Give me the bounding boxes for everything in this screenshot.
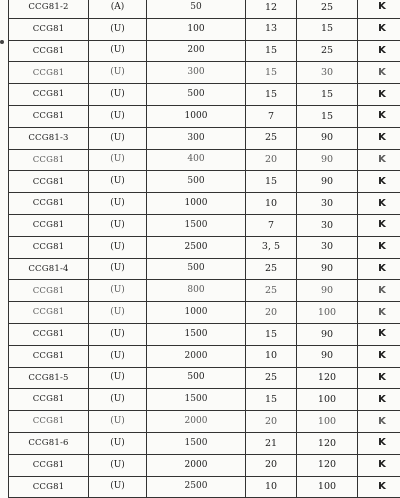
rating-b-cell: 90 xyxy=(297,323,358,345)
tolerance-cell: K xyxy=(358,18,400,40)
rating-a-cell: 3, 5 xyxy=(246,236,297,258)
type-cell: (U) xyxy=(89,84,147,106)
rating-b-cell: 15 xyxy=(297,105,358,127)
rating-b-cell: 15 xyxy=(297,84,358,106)
rating-a-cell: 12 xyxy=(246,0,297,18)
rating-b-cell: 25 xyxy=(297,0,358,18)
model-cell: CCG81 xyxy=(9,84,89,106)
tolerance-cell: K xyxy=(358,454,400,476)
type-cell: (U) xyxy=(89,476,147,498)
value-cell: 2000 xyxy=(147,411,246,433)
rating-b-cell: 100 xyxy=(297,302,358,324)
table-row xyxy=(9,411,400,433)
table-row xyxy=(9,280,400,302)
type-cell: (U) xyxy=(89,432,147,454)
rating-b-cell: 30 xyxy=(297,214,358,236)
table-row xyxy=(9,18,400,40)
rating-b-cell: 90 xyxy=(297,149,358,171)
value-cell: 1500 xyxy=(147,432,246,454)
value-cell: 1000 xyxy=(147,193,246,215)
value-cell: 1000 xyxy=(147,302,246,324)
model-cell: CCG81 xyxy=(9,193,89,215)
table-row xyxy=(9,389,400,411)
type-cell: (U) xyxy=(89,62,147,84)
rating-a-cell: 10 xyxy=(246,193,297,215)
tolerance-cell: K xyxy=(358,127,400,149)
rating-a-cell: 21 xyxy=(246,432,297,454)
table-row xyxy=(9,302,400,324)
type-cell: (U) xyxy=(89,105,147,127)
model-cell: CCG81 xyxy=(9,411,89,433)
tolerance-cell: K xyxy=(358,214,400,236)
rating-b-cell: 30 xyxy=(297,193,358,215)
model-cell: CCG81 xyxy=(9,105,89,127)
table-row xyxy=(9,214,400,236)
tolerance-cell: K xyxy=(358,476,400,498)
value-cell: 500 xyxy=(147,171,246,193)
model-cell: CCG81-4 xyxy=(9,258,89,280)
rating-b-cell: 25 xyxy=(297,40,358,62)
value-cell: 50 xyxy=(147,0,246,18)
value-cell: 800 xyxy=(147,280,246,302)
rating-b-cell: 90 xyxy=(297,345,358,367)
tolerance-cell: K xyxy=(358,236,400,258)
type-cell: (U) xyxy=(89,193,147,215)
type-cell: (U) xyxy=(89,302,147,324)
rating-a-cell: 15 xyxy=(246,40,297,62)
type-cell: (U) xyxy=(89,236,147,258)
tolerance-cell: K xyxy=(358,149,400,171)
rating-a-cell: 25 xyxy=(246,258,297,280)
rating-b-cell: 90 xyxy=(297,280,358,302)
rating-b-cell: 100 xyxy=(297,411,358,433)
value-cell: 1000 xyxy=(147,105,246,127)
value-cell: 2500 xyxy=(147,476,246,498)
tolerance-cell: K xyxy=(358,323,400,345)
table-row xyxy=(9,40,400,62)
table-row xyxy=(9,454,400,476)
type-cell: (U) xyxy=(89,18,147,40)
tolerance-cell: K xyxy=(358,389,400,411)
table-row xyxy=(9,193,400,215)
rating-a-cell: 10 xyxy=(246,345,297,367)
tolerance-cell: K xyxy=(358,280,400,302)
model-cell: CCG81 xyxy=(9,323,89,345)
type-cell: (U) xyxy=(89,127,147,149)
tolerance-cell: K xyxy=(358,40,400,62)
type-cell: (U) xyxy=(89,367,147,389)
rating-a-cell: 15 xyxy=(246,323,297,345)
rating-a-cell: 15 xyxy=(246,84,297,106)
type-cell: (U) xyxy=(89,323,147,345)
rating-b-cell: 100 xyxy=(297,389,358,411)
model-cell: CCG81 xyxy=(9,18,89,40)
rating-b-cell: 120 xyxy=(297,367,358,389)
rating-b-cell: 90 xyxy=(297,127,358,149)
value-cell: 100 xyxy=(147,18,246,40)
model-cell: CCG81 xyxy=(9,171,89,193)
rating-a-cell: 15 xyxy=(246,171,297,193)
type-cell: (U) xyxy=(89,280,147,302)
value-cell: 400 xyxy=(147,149,246,171)
rating-b-cell: 100 xyxy=(297,476,358,498)
model-cell: CCG81 xyxy=(9,345,89,367)
tolerance-cell: K xyxy=(358,367,400,389)
type-cell: (U) xyxy=(89,40,147,62)
type-cell: (U) xyxy=(89,149,147,171)
type-cell: (A) xyxy=(89,0,147,18)
table-body xyxy=(9,0,400,498)
model-cell: CCG81 xyxy=(9,302,89,324)
table-row xyxy=(9,127,400,149)
rating-a-cell: 20 xyxy=(246,149,297,171)
model-cell: CCG81 xyxy=(9,280,89,302)
value-cell: 200 xyxy=(147,40,246,62)
value-cell: 2500 xyxy=(147,236,246,258)
rating-a-cell: 15 xyxy=(246,62,297,84)
value-cell: 1500 xyxy=(147,389,246,411)
type-cell: (U) xyxy=(89,411,147,433)
rating-a-cell: 15 xyxy=(246,389,297,411)
capacitor-spec-table xyxy=(8,0,400,498)
margin-dot xyxy=(0,40,4,44)
table-row xyxy=(9,149,400,171)
type-cell: (U) xyxy=(89,389,147,411)
tolerance-cell: K xyxy=(358,432,400,454)
table-row xyxy=(9,367,400,389)
model-cell: CCG81-5 xyxy=(9,367,89,389)
tolerance-cell: K xyxy=(358,105,400,127)
rating-b-cell: 30 xyxy=(297,236,358,258)
value-cell: 300 xyxy=(147,127,246,149)
table-row xyxy=(9,432,400,454)
rating-a-cell: 20 xyxy=(246,302,297,324)
type-cell: (U) xyxy=(89,214,147,236)
rating-a-cell: 25 xyxy=(246,280,297,302)
rating-a-cell: 20 xyxy=(246,454,297,476)
tolerance-cell: K xyxy=(358,302,400,324)
type-cell: (U) xyxy=(89,258,147,280)
model-cell: CCG81 xyxy=(9,40,89,62)
table-row xyxy=(9,62,400,84)
table-row xyxy=(9,323,400,345)
model-cell: CCG81-3 xyxy=(9,127,89,149)
rating-b-cell: 120 xyxy=(297,454,358,476)
rating-a-cell: 7 xyxy=(246,214,297,236)
value-cell: 300 xyxy=(147,62,246,84)
model-cell: CCG81 xyxy=(9,62,89,84)
model-cell: CCG81 xyxy=(9,454,89,476)
tolerance-cell: K xyxy=(358,171,400,193)
model-cell: CCG81 xyxy=(9,476,89,498)
type-cell: (U) xyxy=(89,345,147,367)
type-cell: (U) xyxy=(89,454,147,476)
model-cell: CCG81 xyxy=(9,236,89,258)
rating-a-cell: 10 xyxy=(246,476,297,498)
rating-a-cell: 7 xyxy=(246,105,297,127)
model-cell: CCG81-6 xyxy=(9,432,89,454)
rating-b-cell: 120 xyxy=(297,432,358,454)
tolerance-cell: K xyxy=(358,411,400,433)
rating-a-cell: 25 xyxy=(246,127,297,149)
tolerance-cell: K xyxy=(358,0,400,18)
tolerance-cell: K xyxy=(358,193,400,215)
table-row xyxy=(9,345,400,367)
table-row xyxy=(9,236,400,258)
rating-a-cell: 25 xyxy=(246,367,297,389)
table-row xyxy=(9,105,400,127)
model-cell: CCG81 xyxy=(9,389,89,411)
rating-b-cell: 30 xyxy=(297,62,358,84)
tolerance-cell: K xyxy=(358,258,400,280)
value-cell: 2000 xyxy=(147,454,246,476)
model-cell: CCG81 xyxy=(9,214,89,236)
tolerance-cell: K xyxy=(358,345,400,367)
table-row xyxy=(9,0,400,18)
rating-b-cell: 15 xyxy=(297,18,358,40)
table-row xyxy=(9,171,400,193)
value-cell: 2000 xyxy=(147,345,246,367)
rating-b-cell: 90 xyxy=(297,258,358,280)
value-cell: 1500 xyxy=(147,323,246,345)
rating-a-cell: 13 xyxy=(246,18,297,40)
value-cell: 500 xyxy=(147,367,246,389)
model-cell: CCG81-2 xyxy=(9,0,89,18)
table-row xyxy=(9,476,400,498)
value-cell: 500 xyxy=(147,84,246,106)
tolerance-cell: K xyxy=(358,62,400,84)
value-cell: 500 xyxy=(147,258,246,280)
value-cell: 1500 xyxy=(147,214,246,236)
tolerance-cell: K xyxy=(358,84,400,106)
table-row xyxy=(9,258,400,280)
rating-b-cell: 90 xyxy=(297,171,358,193)
rating-a-cell: 20 xyxy=(246,411,297,433)
type-cell: (U) xyxy=(89,171,147,193)
model-cell: CCG81 xyxy=(9,149,89,171)
table-row xyxy=(9,84,400,106)
